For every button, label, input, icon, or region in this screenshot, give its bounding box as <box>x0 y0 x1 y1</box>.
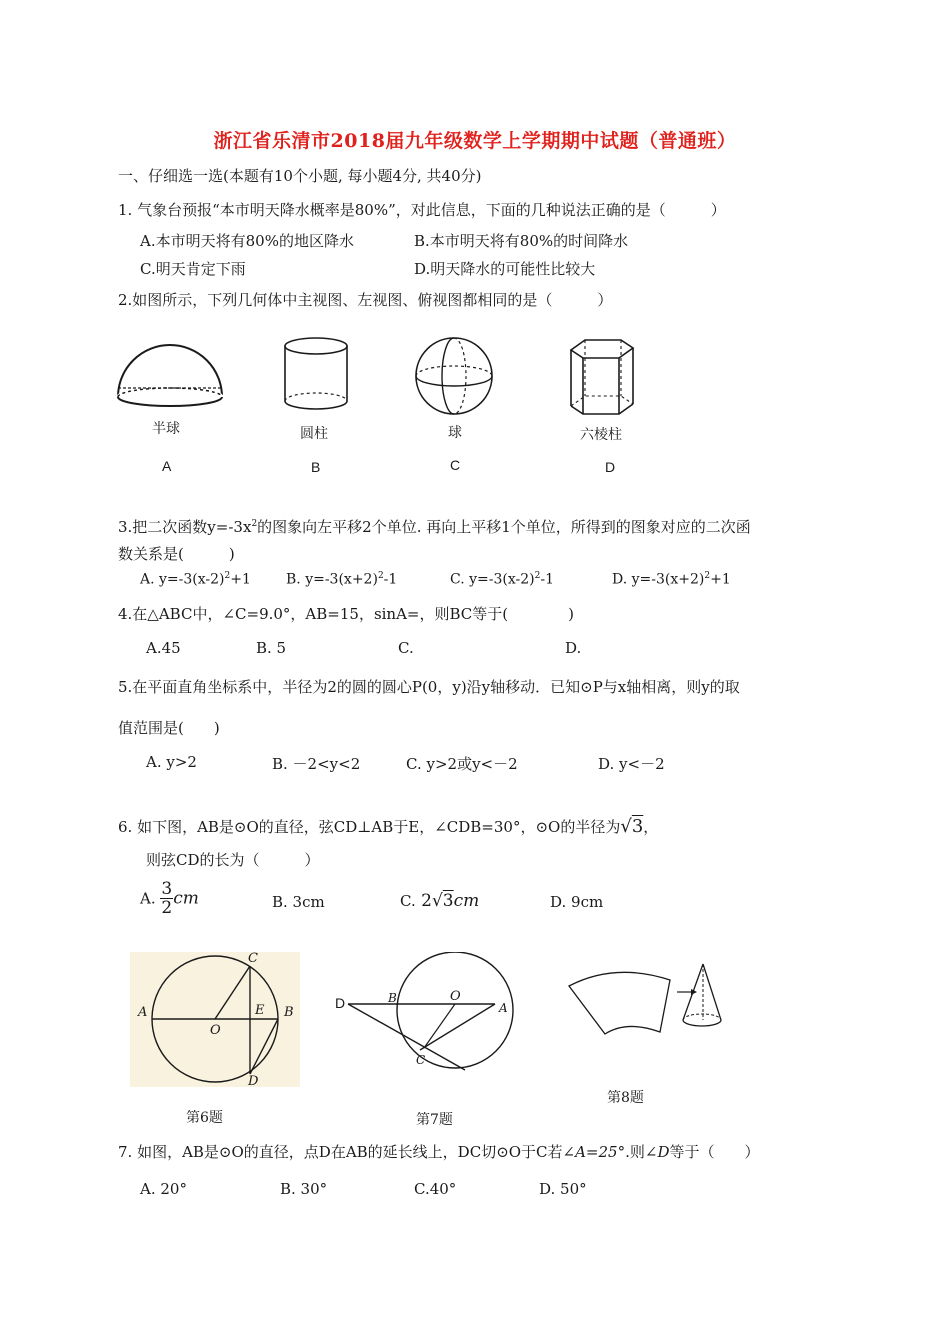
fig6-label-c: C <box>248 952 258 966</box>
q1-stem: 1. 气象台预报“本市明天降水概率是80%”，对此信息，下面的几种说法正确的是（ ） <box>118 201 726 219</box>
q6-stem-line2: 则弦CD的长为（ ） <box>146 851 320 869</box>
fig7-label-a: A <box>499 1001 508 1015</box>
q7-option-d: D. 50° <box>539 1180 587 1198</box>
q3-option-c: C. $y=-3(x-2)^2-1$ <box>450 571 554 588</box>
page-title: 浙江省乐清市2018届九年级数学上学期期中试题（普通班） <box>213 130 737 152</box>
q4-option-c: C. <box>398 639 414 657</box>
q3-option-a: A. $y=-3(x-2)^2+1$ <box>140 571 251 588</box>
q5-option-c: C. y>2或y<－2 <box>406 755 518 773</box>
q2-caption-c: 球 <box>448 425 462 441</box>
hemisphere-figure <box>110 335 230 415</box>
fig7-label-o: O <box>450 989 461 1004</box>
fig6-label-o: O <box>210 1023 221 1038</box>
section-heading: 一、仔细选一选(本题有10个小题, 每小题4分, 共40分) <box>118 167 482 185</box>
q6-option-c: C. 2√3cm <box>400 891 480 911</box>
q2-letter-d: D <box>605 459 616 475</box>
q1-option-c: C.明天肯定下雨 <box>140 260 246 278</box>
q3-stem-line2: 数关系是( ) <box>118 545 235 563</box>
q6-option-b: B. 3cm <box>272 893 325 911</box>
fig6-label-d: D <box>248 1074 259 1087</box>
q3-option-b: B. $y=-3(x+2)^2-1$ <box>286 571 398 588</box>
sphere-figure <box>412 334 496 418</box>
q2-stem: 2.如图所示，下列几何体中主视图、左视图、俯视图都相同的是（ ） <box>118 291 613 309</box>
hexagonal-prism-figure <box>565 336 637 420</box>
cylinder-figure <box>280 335 352 415</box>
q4-option-a: A.45 <box>146 639 181 657</box>
fig7-label-c: C <box>416 1053 426 1067</box>
q1-option-d: D.明天降水的可能性比较大 <box>414 260 596 278</box>
q2-letter-b: B <box>311 459 321 475</box>
figure-q8 <box>565 962 730 1042</box>
q1-option-b: B.本市明天将有80%的时间降水 <box>414 232 629 250</box>
q2-caption-b: 圆柱 <box>300 426 328 442</box>
figure-q6 <box>130 952 300 1087</box>
q5-stem-line1: 5.在平面直角坐标系中，半径为2的圆的圆心P(0，y)沿y轴移动．已知⊙P与x轴相离，则y的取 <box>118 678 740 696</box>
fig7-label-b: B <box>388 991 397 1005</box>
q6-stem-line1: 6. 如下图，AB是⊙O的直径，弦CD⊥AB于E，∠CDB=30°，⊙O的半径为√3， <box>118 816 659 837</box>
fig7-label-d: D <box>335 995 346 1011</box>
q3-stem-line1: 3.把二次函数$y=-3x^2$的图象向左平移2个单位. 再向上平移1个单位，所得到的图象对应的二次函 <box>118 518 751 536</box>
q7-option-c: C.40° <box>414 1180 457 1198</box>
q6-option-a: A. $\frac{3}{2}$ cm <box>140 879 199 918</box>
figure-q7-caption: 第7题 <box>416 1112 453 1128</box>
q1-option-a: A.本市明天将有80%的地区降水 <box>140 232 354 250</box>
fig6-label-a: A <box>138 1005 148 1020</box>
q4-option-b: B. 5 <box>256 639 287 657</box>
figure-q6-caption: 第6题 <box>186 1110 223 1126</box>
q2-letter-a: A <box>162 458 172 474</box>
q4-stem: 4.在△ABC中，∠C=9.0°，AB=15，sinA=，则BC等于( ) <box>118 605 574 623</box>
q6-option-d: D. 9cm <box>550 893 604 911</box>
q2-caption-a: 半球 <box>152 421 180 437</box>
fig6-label-b: B <box>284 1005 294 1020</box>
q3-option-d: D. $y=-3(x+2)^2+1$ <box>612 571 731 588</box>
q5-option-b: B. －2<y<2 <box>272 755 361 773</box>
figure-q8-caption: 第8题 <box>607 1090 644 1106</box>
q4-option-d: D. <box>565 639 582 657</box>
figure-q7 <box>330 952 520 1072</box>
q5-option-d: D. y<－2 <box>598 755 665 773</box>
q5-stem-line2: 值范围是( ) <box>118 719 220 737</box>
q7-option-b: B. 30° <box>280 1180 328 1198</box>
fig6-label-e: E <box>255 1003 265 1018</box>
q5-option-a: A. y>2 <box>146 753 197 771</box>
q2-caption-d: 六棱柱 <box>580 427 622 443</box>
q7-option-a: A. 20° <box>140 1180 187 1198</box>
q2-letter-c: C <box>450 457 461 473</box>
fraction: $\frac{3}{2}$ <box>161 879 173 918</box>
q7-stem: 7. 如图，AB是⊙O的直径，点D在AB的延长线上，DC切⊙O于C若∠A=25°.则∠D等于（ ） <box>118 1143 760 1161</box>
